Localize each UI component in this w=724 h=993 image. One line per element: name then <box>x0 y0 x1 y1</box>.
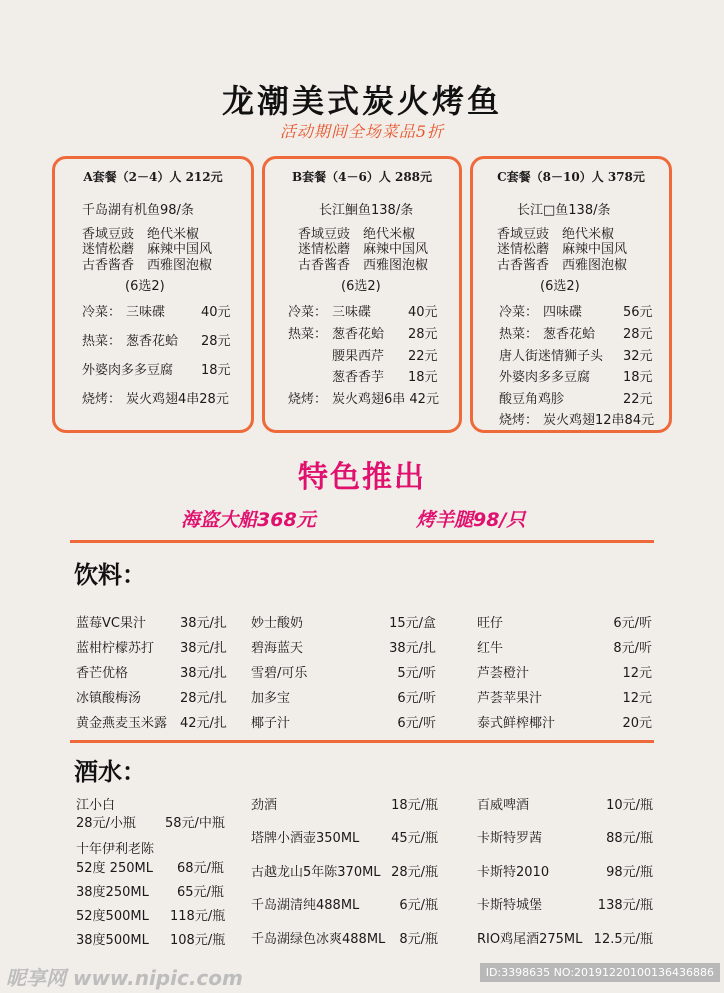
liquor-name: 38度250ML <box>76 885 149 900</box>
liquor-name: 卡斯特城堡 <box>477 898 543 913</box>
package-b-item-cat: 热菜： <box>288 327 328 342</box>
package-c-item-price: 56元 <box>623 305 653 320</box>
drink-price: 38元/扎 <box>389 641 436 656</box>
liquor-price: 68元/瓶 <box>177 861 224 876</box>
liquor-name: 劲酒 <box>251 798 278 813</box>
package-a-item-price: 40元 <box>201 305 231 320</box>
package-c-item-name: 酸豆角鸡胗 <box>499 392 565 407</box>
drink-price: 38元/扎 <box>180 641 227 656</box>
menu-title: 龙潮美式炭火烤鱼 <box>221 82 502 120</box>
liquor-price: 45元/瓶 <box>391 831 438 846</box>
package-a-item-name: 外婆肉多多豆腐 <box>82 363 174 378</box>
drink-price: 6元/听 <box>397 716 436 731</box>
special-item-lamb-leg: 烤羊腿98/只 <box>416 509 526 531</box>
liquor-name: 塔牌小酒壶350ML <box>251 831 360 846</box>
package-c-item-cat: 冷菜： <box>499 305 539 320</box>
drink-name: 蓝柑柠檬苏打 <box>76 641 155 656</box>
package-a-head: A套餐（2－4）人 212元 <box>83 170 223 184</box>
package-c-item-name: 炭火鸡翅12串84元 <box>543 413 655 428</box>
liquor-name: 古越龙山5年陈370ML <box>251 865 381 880</box>
package-a-item-cat: 冷菜： <box>82 305 122 320</box>
drink-name: 椰子汁 <box>251 716 291 731</box>
package-b-item-price: 22元 <box>408 349 438 364</box>
package-a-item-price: 18元 <box>201 363 231 378</box>
package-b-flavor: 香域豆豉 绝代米椒 <box>298 227 416 242</box>
liquor-price: 28元/瓶 <box>391 865 438 880</box>
drink-name: 泰式鲜榨椰汁 <box>477 716 556 731</box>
liquor-name: 千岛湖绿色冰爽488ML <box>251 932 386 947</box>
drink-name: 芦荟苹果汁 <box>477 691 543 706</box>
drink-price: 15元/盒 <box>389 616 436 631</box>
divider <box>70 540 654 543</box>
liquor-section-title: 酒水： <box>74 758 146 786</box>
package-b-fish: 长江鮰鱼138/条 <box>319 203 414 218</box>
package-c-item-cat: 烧烤： <box>499 413 539 428</box>
divider <box>70 740 654 743</box>
liquor-name: 卡斯特2010 <box>477 865 550 880</box>
watermark-id: ID:3398635 NO:20191220100136436886 <box>480 963 720 982</box>
liquor-price: 6元/瓶 <box>399 898 438 913</box>
drink-name: 冰镇酸梅汤 <box>76 691 142 706</box>
liquor-price: 18元/瓶 <box>391 798 438 813</box>
package-a-flavor: 迷情松蘑 麻辣中国风 <box>82 242 213 257</box>
package-c-item-name: 葱香花蛤 <box>543 327 596 342</box>
drink-name: 芦荟橙汁 <box>477 666 530 681</box>
package-c-flavor: 古香酱香 西雅图泡椒 <box>497 258 628 273</box>
package-a-flavor: 香域豆豉 绝代米椒 <box>82 227 200 242</box>
package-b-item-price: 18元 <box>408 370 438 385</box>
package-a-fish: 千岛湖有机鱼98/条 <box>82 203 194 218</box>
liquor-price: 58元/中瓶 <box>165 816 225 831</box>
liquor-price: 12.5元/瓶 <box>593 932 653 947</box>
liquor-name: RIO鸡尾酒275ML <box>477 932 583 947</box>
liquor-name: 卡斯特罗茜 <box>477 831 543 846</box>
drink-price: 28元/扎 <box>180 691 227 706</box>
drink-name: 旺仔 <box>477 616 504 631</box>
drink-name: 黄金燕麦玉米露 <box>76 716 168 731</box>
package-b-choose: (6选2) <box>341 279 381 294</box>
package-c-item-price: 28元 <box>623 327 653 342</box>
liquor-price: 65元/瓶 <box>177 885 224 900</box>
liquor-name: 28元/小瓶 <box>76 816 136 831</box>
package-a-item-cat: 热菜： <box>82 334 122 349</box>
drink-price: 38元/扎 <box>180 616 227 631</box>
package-b-item-cat: 冷菜： <box>288 305 328 320</box>
package-a-choose: (6选2) <box>125 279 165 294</box>
special-item-pirate-ship: 海盗大船368元 <box>181 509 316 531</box>
liquor-name: 52度 250ML <box>76 861 153 876</box>
liquor-name: 52度500ML <box>76 909 149 924</box>
package-a-item-price: 28元 <box>201 334 231 349</box>
package-a-item-name: 葱香花蛤 <box>126 334 179 349</box>
package-c-flavor: 迷情松蘑 麻辣中国风 <box>497 242 628 257</box>
drink-price: 6元/听 <box>397 691 436 706</box>
liquor-price: 8元/瓶 <box>399 932 438 947</box>
drink-name: 香芒优格 <box>76 666 129 681</box>
liquor-price: 138元/瓶 <box>597 898 653 913</box>
liquor-price: 108元/瓶 <box>170 933 226 948</box>
package-a-item-name: 三味碟 <box>126 305 166 320</box>
liquor-price: 118元/瓶 <box>170 909 226 924</box>
package-a-flavor: 古香酱香 西雅图泡椒 <box>82 258 213 273</box>
package-c-item-name: 唐人街迷情狮子头 <box>499 349 604 364</box>
package-c-head: C套餐（8－10）人 378元 <box>497 170 645 184</box>
drinks-section-title: 饮料： <box>74 561 146 589</box>
drink-name: 妙士酸奶 <box>251 616 304 631</box>
drink-name: 红牛 <box>477 641 504 656</box>
specials-title: 特色推出 <box>298 460 426 495</box>
package-c-flavor: 香域豆豉 绝代米椒 <box>497 227 615 242</box>
package-b-item-name: 腰果西芹 <box>332 349 385 364</box>
package-c-fish: 长江□鱼138/条 <box>517 203 611 218</box>
package-b-item-price: 40元 <box>408 305 438 320</box>
liquor-name: 十年伊利老陈 <box>76 842 155 857</box>
package-c-item-name: 外婆肉多多豆腐 <box>499 370 591 385</box>
drink-price: 12元 <box>622 666 652 681</box>
liquor-name: 千岛湖清纯488ML <box>251 898 360 913</box>
drink-price: 12元 <box>622 691 652 706</box>
package-c-item-price: 22元 <box>623 392 653 407</box>
package-a-item-cat: 烧烤： <box>82 392 122 407</box>
package-a-item-name: 炭火鸡翅4串28元 <box>126 392 229 407</box>
package-b-flavor: 迷情松蘑 麻辣中国风 <box>298 242 429 257</box>
watermark-site: 昵享网 www.nipic.com <box>6 966 243 990</box>
drink-name: 加多宝 <box>251 691 291 706</box>
drink-price: 20元 <box>622 716 652 731</box>
drink-name: 蓝莓VC果汁 <box>76 616 146 631</box>
package-b-card <box>262 156 462 433</box>
drink-price: 42元/扎 <box>180 716 227 731</box>
liquor-name: 百威啤酒 <box>477 798 530 813</box>
drink-price: 8元/听 <box>613 641 652 656</box>
package-c-item-cat: 热菜： <box>499 327 539 342</box>
drink-price: 5元/听 <box>397 666 436 681</box>
package-c-item-name: 四味碟 <box>543 305 583 320</box>
package-b-head: B套餐（4－6）人 288元 <box>291 170 433 184</box>
drink-price: 6元/听 <box>613 616 652 631</box>
promo-subtitle: 活动期间全场菜品5折 <box>279 122 445 141</box>
package-c-item-price: 18元 <box>623 370 653 385</box>
liquor-price: 98元/瓶 <box>606 865 653 880</box>
liquor-name: 38度500ML <box>76 933 149 948</box>
drink-price: 38元/扎 <box>180 666 227 681</box>
package-b-flavor: 古香酱香 西雅图泡椒 <box>298 258 429 273</box>
package-b-item-name: 炭火鸡翅6串 42元 <box>332 392 439 407</box>
drink-name: 雪碧/可乐 <box>251 666 308 681</box>
package-b-item-name: 葱香香芋 <box>332 370 385 385</box>
liquor-name: 江小白 <box>76 798 116 813</box>
package-b-item-name: 葱香花蛤 <box>332 327 385 342</box>
package-c-item-price: 32元 <box>623 349 653 364</box>
package-c-choose: (6选2) <box>540 279 580 294</box>
drink-name: 碧海蓝天 <box>251 641 304 656</box>
package-b-item-name: 三味碟 <box>332 305 372 320</box>
liquor-price: 10元/瓶 <box>606 798 653 813</box>
liquor-price: 88元/瓶 <box>606 831 653 846</box>
package-b-item-price: 28元 <box>408 327 438 342</box>
package-c-card <box>470 156 672 433</box>
package-a-card <box>52 156 254 433</box>
package-b-item-cat: 烧烤： <box>288 392 328 407</box>
